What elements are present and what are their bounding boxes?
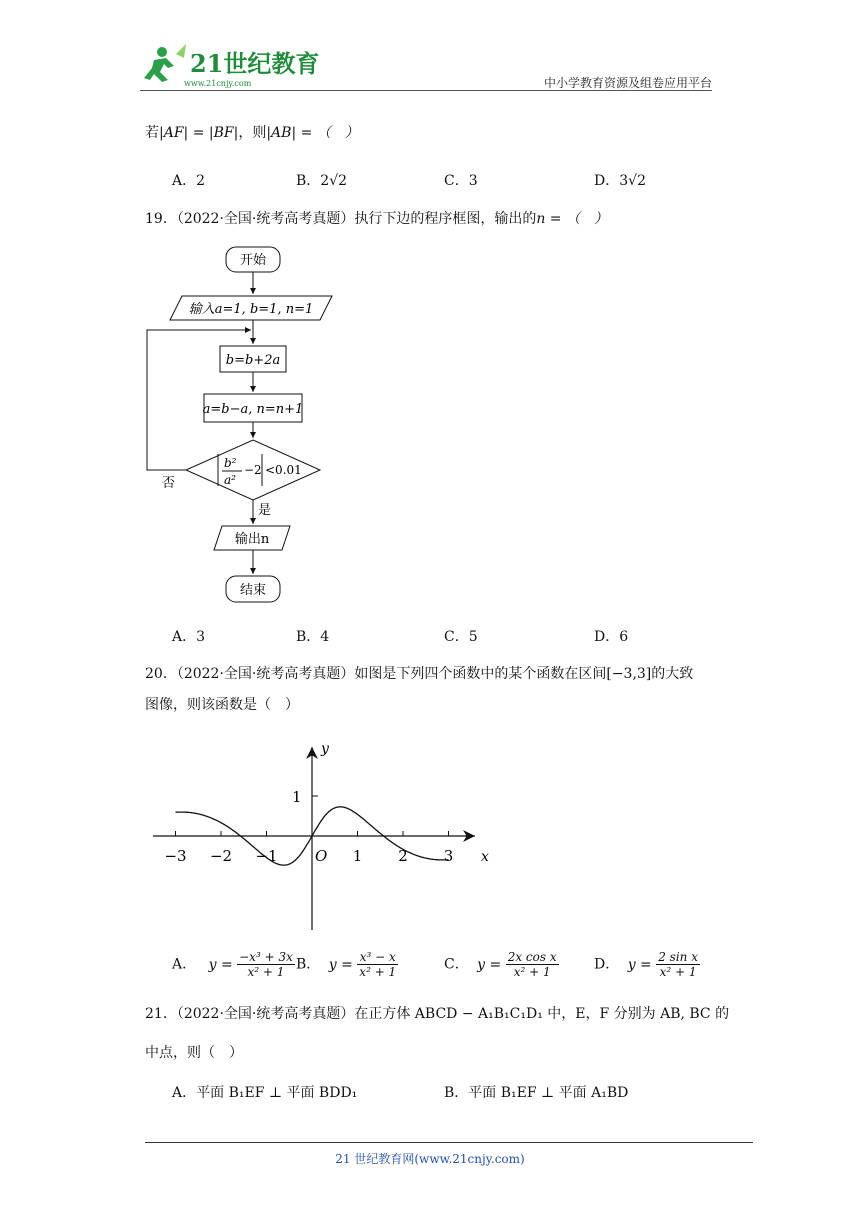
q18-text-b: ，则 xyxy=(238,125,267,141)
header-platform-text: 中小学教育资源及组卷应用平台 xyxy=(543,76,712,90)
q19-option-a[interactable]: A．3 xyxy=(172,629,206,645)
flow-end-label: 结束 xyxy=(239,583,267,598)
q19-option-d[interactable]: D．6 xyxy=(594,629,629,645)
svg-text:b²: b² xyxy=(224,456,237,470)
q20-option-c[interactable]: C． y = $\frac{\text{2x cos x}}{\text{x² + 1}}$ xyxy=(444,950,557,979)
q21-option-a[interactable]: A．平面 B₁EF ⊥ 平面 BDD₁ xyxy=(172,1085,358,1101)
q18-condition-line xyxy=(145,122,359,142)
x-tick-label: −3 xyxy=(164,847,187,865)
q19-stem-tail: n = （ ） xyxy=(536,211,608,227)
footer-divider xyxy=(145,1142,753,1143)
runner-icon xyxy=(144,44,186,82)
q19-option-b[interactable]: B．4 xyxy=(296,629,330,645)
q20-option-d[interactable]: D． y = $\frac{\text{2 sin x}}{\text{x² + 1}}$ xyxy=(594,950,698,979)
q20-stem-line2: 图像，则该函数是（ ） xyxy=(145,697,299,713)
flow-no-label: 否 xyxy=(162,476,176,491)
flow-yes-label: 是 xyxy=(258,503,272,518)
q21-option-b[interactable]: B．平面 B₁EF ⊥ 平面 A₁BD xyxy=(444,1085,629,1101)
footer-link[interactable]: 21 世纪教育网(www.21cnjy.com) xyxy=(335,1152,525,1166)
q18-option-b[interactable]: B．2√2 xyxy=(296,173,348,189)
logo-url: www.21cnjy.com xyxy=(184,79,252,88)
y-axis-label: y xyxy=(321,741,329,757)
origin-label: O xyxy=(315,847,328,865)
svg-text:<0.01: <0.01 xyxy=(265,463,302,477)
x-tick-label: −2 xyxy=(209,847,233,865)
page-header xyxy=(140,40,712,92)
q20-stem-line1: 20．（2022·全国·统考高考真题）如图是下列四个函数中的某个函数在区间[−3,3]的大致 xyxy=(145,666,694,682)
q21-stem-line1: 21．（2022·全国·统考高考真题）在正方体 ABCD − A₁B₁C₁D₁ 中，E，F 分别为 AB, BC 的 xyxy=(145,1006,730,1022)
q18-condition: |AF| = |BF| xyxy=(159,125,239,141)
q19-stem-text: 19．（2022·全国·统考高考真题）执行下边的程序框图，输出的 xyxy=(145,211,537,227)
q18-option-d[interactable]: D．3√2 xyxy=(594,173,646,189)
flow-step1-label: b=b+2a xyxy=(225,353,281,368)
x-tick-label: 2 xyxy=(398,847,408,865)
q18-ask: |AB| = （ ） xyxy=(266,125,359,141)
flow-output-label: 输出n xyxy=(234,532,270,547)
x-tick-label: 1 xyxy=(352,847,363,865)
x-tick-label: −1 xyxy=(255,847,278,865)
q21-stem-line2: 中点，则（ ） xyxy=(145,1045,243,1061)
x-axis-label: x xyxy=(481,849,489,865)
svg-text:−2: −2 xyxy=(244,463,262,477)
q20-option-b[interactable]: B． y = $\frac{\text{x³ − x}}{\text{x² + 1}}$ xyxy=(296,950,397,979)
flow-input-label: 输入a=1, b=1, n=1 xyxy=(188,302,314,317)
flowchart xyxy=(140,240,350,610)
q18-option-c[interactable]: C．3 xyxy=(444,173,478,189)
q20-option-a[interactable]: A． y = $\frac{\text{−x³ + 3x}}{\text{x² + 1}}$ xyxy=(172,950,293,979)
y-tick-label-1: 1 xyxy=(292,788,302,806)
flow-step2-label: a=b−a, n=n+1 xyxy=(202,402,304,417)
flow-start-label: 开始 xyxy=(239,253,267,268)
function-graph xyxy=(145,735,495,935)
header-divider xyxy=(140,90,712,91)
q18-text-a: 若 xyxy=(145,125,159,141)
svg-text:a²: a² xyxy=(224,473,236,487)
logo-text: 21世纪教育 xyxy=(190,49,320,78)
q19-stem xyxy=(145,208,608,228)
q18-option-a[interactable]: A．2 xyxy=(172,173,206,189)
q19-option-c[interactable]: C．5 xyxy=(444,629,478,645)
x-tick-label: 3 xyxy=(443,847,454,865)
logo xyxy=(140,40,320,90)
